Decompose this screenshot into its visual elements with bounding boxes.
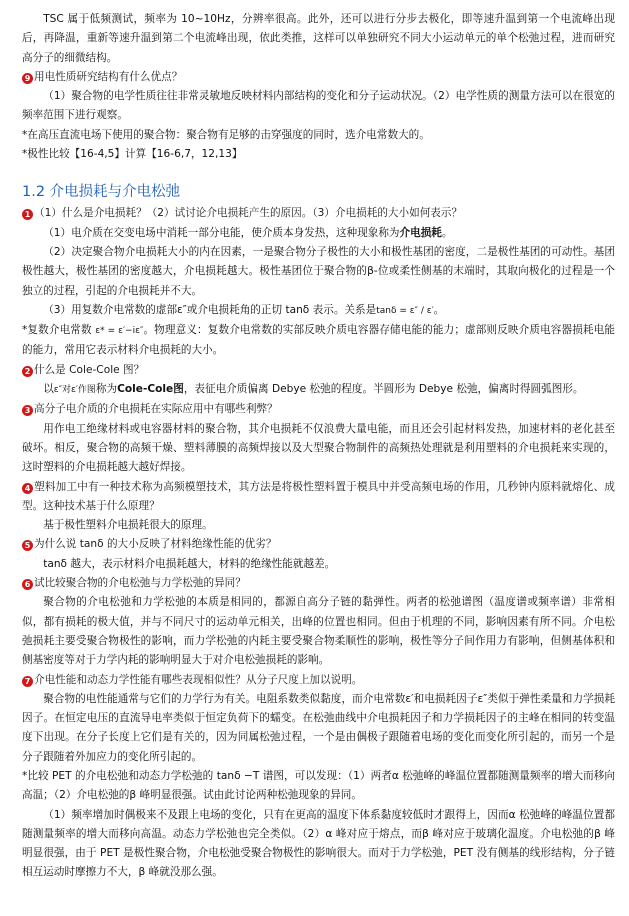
question-text: 什么是 Cole-Cole 图？ xyxy=(34,363,145,376)
question-9 xyxy=(22,68,615,87)
question-5 xyxy=(22,535,615,554)
question-4 xyxy=(22,478,615,517)
question-text: 高分子电介质的介电损耗在实际应用中有哪些利弊？ xyxy=(34,403,278,416)
text-run: *复数介电常数 xyxy=(22,324,92,337)
term-dielectric-loss: 介电损耗 xyxy=(399,226,442,239)
question-text: 介电性能和动态力学性能有哪些表现相似性？从分子尺度上加以说明。 xyxy=(34,673,363,686)
paragraph-tsc: TSC 属于低频测试，频率为 10~10Hz，分辨率很高。此外，还可以进行分步去极化，即等速升温到第一个电流峰出现后，再降温，重新等速升温到第二个电流峰出现，依此类推，这样可以单独研究不同大小运动单元的单个松弛过程，进而研究高分子的细微结构。 xyxy=(22,13,615,64)
answer-1-part2: （2）决定聚合物介电损耗大小的内在因素，一是聚合物分子极性的大小和极性基团的密度，二是极性基团的可动性。基团极性越大，极性基团的密度越大，介电损耗越大。极性基团位于聚合物的β-位或柔性侧基的末端时，其取向极化的过程是一个独立的过程，引起的介电损耗并不大。 xyxy=(22,245,615,297)
note-polarity: *极性比较【16-4,5】计算【16-6,7，12,13】 xyxy=(22,148,243,161)
text-run: （1）电介质在交变电场中消耗一部分电能，使介质本身发热，这种现象称为 xyxy=(43,226,400,239)
formula-plot: ε″对ε′作图 xyxy=(53,385,96,396)
text-run: ，表征电介质偏离 Debye 松弛的程度。半圆形为 Debye 松弛，偏离时得圆弧图形。 xyxy=(183,383,584,396)
question-text: 为什么说 tanδ 的大小反映了材料绝缘性能的优劣？ xyxy=(34,538,277,551)
answer-2 xyxy=(22,380,615,400)
question-6 xyxy=(22,574,615,593)
term-cole-cole: Cole-Cole图 xyxy=(117,383,184,396)
answer-6: 聚合物的介电松弛和力学松弛的本质是相同的，都源自高分子链的黏弹性。两者的松弛谱图（温度谱或频率谱）非常相似，都有损耗的极大值，并与不同尺寸的运动单元相关，出峰的位置也相同。但由于机理的不同，影响因素有所不同。介电松弛损耗主要受聚合物极性的影响，而力学松弛的内耗主要受聚合物柔顺性的影响，极性等分子间作用力有影响，但侧基体积和侧基密度等对于力学内耗的影响明显大于对介电松弛损耗的影响。 xyxy=(22,596,615,667)
question-number-badge: 2 xyxy=(22,366,33,377)
note-high-voltage: *在高压直流电场下使用的聚合物：聚合物有足够的击穿强度的同时，选介电常数大的。 xyxy=(22,128,430,141)
answer-1-part3 xyxy=(22,301,615,321)
question-number-badge: 5 xyxy=(22,540,33,551)
formula-tan-delta: tanδ = ε″ / ε′ xyxy=(376,305,434,316)
answer-1-part1 xyxy=(22,224,615,243)
answer-9: （1）聚合物的电学性质往往非常灵敏地反映材料内部结构的变化和分子运动状况。（2）电学性质的测量方法可以在很宽的频率范围下进行观察。 xyxy=(22,90,615,122)
question-text: 用电性质研究结构有什么优点？ xyxy=(34,70,183,83)
question-1 xyxy=(22,204,615,223)
question-number-badge: 4 xyxy=(22,483,33,494)
formula-complex-permittivity: ε* = ε′−iε″ xyxy=(95,326,144,337)
question-number-badge: 9 xyxy=(22,73,33,84)
text-run: 。 xyxy=(433,303,445,316)
question-7 xyxy=(22,671,615,690)
question-number-badge: 7 xyxy=(22,676,33,687)
question-number-badge: 3 xyxy=(22,405,33,416)
text-run: （3）用复数介电常数的虚部ε″或介电损耗角的正切 tanδ 表示。关系是 xyxy=(43,303,377,316)
note-complex-permittivity xyxy=(22,321,615,361)
answer-7: 聚合物的电性能通常与它们的力学行为有关。电阻系数类似黏度，而介电常数ε′和电损耗因子ε″类似于弹性柔量和力学损耗因子。在恒定电压的直流导电率类似于恒定负荷下的蠕变。在松弛曲线中介电损耗因子和力学损耗因子的主峰在相同的转变温度下出现。在分子长度上它们是有关的，因为同属松弛过程，一个是由偶极子跟随着电场的变化而变化所引起的，而另一个是分子跟随着外加应力的变化所引起的。 xyxy=(22,692,615,763)
text-run: 。物理意义：复数介电常数的实部反映介质电容器存储电能的能力；虚部则反映介质电容器损耗电能的能力，常用它表示材料介电损耗的大小。 xyxy=(22,324,615,357)
question-text: （1）什么是介电损耗？（2）试讨论介电损耗产生的原因。（3）介电损耗的大小如何表示？ xyxy=(34,207,463,220)
question-text: 塑料加工中有一种技术称为高频模塑技术，其方法是将极性塑料置于模具中并受高频电场的作用，几秒钟内原料就熔化、成型。这种技术基于什么原理？ xyxy=(22,480,615,512)
question-text: 试比较聚合物的介电松弛与力学松弛的异同？ xyxy=(34,577,246,590)
text-run: 称为 xyxy=(95,383,118,396)
question-2 xyxy=(22,361,615,380)
answer-4: 基于极性塑料介电损耗很大的原理。 xyxy=(43,519,213,532)
text-run: 以 xyxy=(43,383,54,396)
answer-5: tanδ 越大，表示材料介电损耗越大，材料的绝缘性能就越差。 xyxy=(43,557,336,570)
question-number-badge: 6 xyxy=(22,579,33,590)
question-3 xyxy=(22,400,615,419)
text-run: 。 xyxy=(441,226,453,239)
note-pet: *比较 PET 的介电松弛和动态力学松弛的 tanδ −T 谱图，可以发现：（1）两者α 松弛峰的峰温位置都随测量频率的增大而移向高温；（2）介电松弛的β 峰明显很强。试由此讨论两种松弛现象的异同。 xyxy=(22,769,615,802)
answer-pet: （1）频率增加时偶极来不及跟上电场的变化，只有在更高的温度下体系黏度较低时才跟得上，因而α 松弛峰的峰温位置都随测量频率的增大而移向高温。动态力学松弛也完全类似。（2）α 峰对应于熔点，而β 峰对应于玻璃化温度。介电松弛的β 峰明显很强，由于 PET 是极性聚合物，介电松弛受聚合物极性的影响很大。而对于力学松弛，PET 没有侧基的线形结构，分子链相互运动时摩擦力不大，β 峰就没那么强。 xyxy=(22,808,615,879)
section-title: 1.2 介电损耗与介电松弛 xyxy=(22,184,181,201)
answer-3: 用作电工绝缘材料或电容器材料的聚合物，其介电损耗不仅浪费大量电能，而且还会引起材料发热，加速材料的老化甚至破坏。相反，聚合物的高频干燥、塑料薄膜的高频焊接以及大型聚合物制件的高频热处理就是利用塑料的介电损耗来实现的，这时塑料的介电损耗越大越好焊接。 xyxy=(22,422,615,474)
question-number-badge: 1 xyxy=(22,209,33,220)
